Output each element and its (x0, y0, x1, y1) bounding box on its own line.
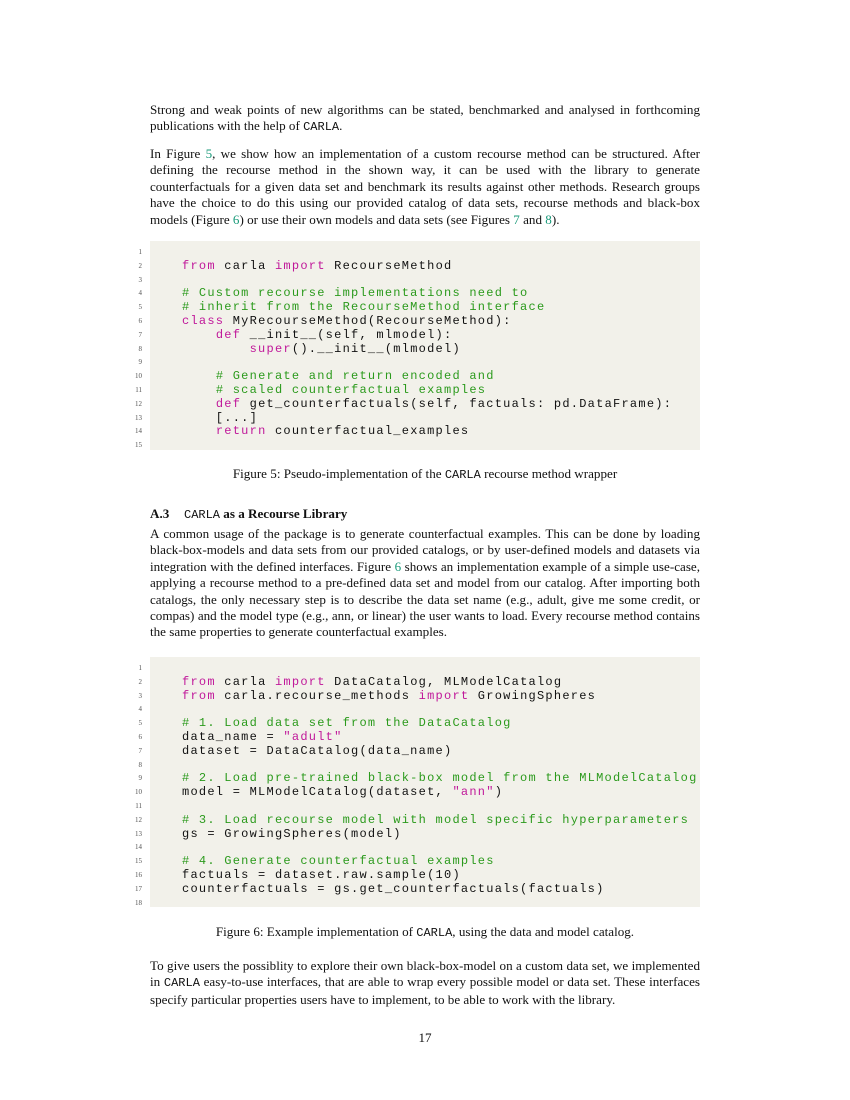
code2-line (138, 758, 700, 772)
code-text: return counterfactual_examples (215, 424, 470, 439)
code-text: # Generate and return encoded and (215, 369, 495, 384)
code2-line (135, 854, 700, 869)
line-number: 1 (138, 664, 142, 672)
line-number: 12 (135, 815, 142, 824)
section-heading: A.3 CARLA as a Recourse Library (150, 506, 348, 522)
figure-7-link[interactable]: 7 (513, 211, 520, 227)
line-number: 4 (138, 705, 142, 714)
code1-line (138, 245, 700, 259)
code-text: gs = GrowingSpheres(model) (182, 826, 402, 841)
code-text: class MyRecourseMethod(RecourseMethod): (182, 314, 512, 328)
line-number: 3 (138, 275, 142, 284)
code2-line (138, 702, 700, 716)
code1-line (135, 424, 700, 439)
code1-line (138, 327, 700, 342)
figure-5-caption: Figure 5: Pseudo-implementation of the CARLA recourse method wrapper (232, 466, 618, 482)
code2-line (135, 826, 700, 841)
paragraph-intro: Strong and weak points of new algorithms can be stated, benchmarked and analysed in forthcoming publications with the help of CARLA. (150, 102, 700, 135)
line-number: 9 (138, 774, 142, 783)
code1-line (135, 410, 700, 425)
code1-line (135, 383, 700, 397)
line-number: 7 (138, 746, 142, 755)
code2-line (135, 840, 700, 854)
line-number: 6 (138, 733, 142, 741)
code-text: from carla.recourse_methods import GrowingSpheres (182, 688, 597, 703)
code2-line (138, 716, 700, 731)
code-text: counterfactuals = gs.get_counterfactuals(factuals) (182, 881, 605, 896)
code1-line (138, 355, 700, 369)
code-listing-figure5 (135, 241, 700, 450)
line-number: 9 (138, 358, 142, 367)
line-number: 13 (135, 413, 142, 422)
code2-line (135, 868, 700, 882)
code-text: # Custom recourse implementations need to (182, 286, 529, 301)
code1-line (138, 258, 700, 273)
code1-line (138, 300, 700, 315)
code-text: from carla import DataCatalog, MLModelCatalog (182, 674, 563, 689)
line-number: 8 (138, 344, 142, 353)
line-number: 2 (138, 261, 142, 270)
line-number: 12 (135, 399, 142, 408)
line-number: 16 (135, 871, 142, 879)
code1-line (138, 314, 700, 328)
code-text: def __init__(self, mlmodel): (215, 327, 453, 342)
code-text: # scaled counterfactual examples (215, 383, 487, 397)
code2-line (138, 771, 700, 786)
code-text: # 1. Load data set from the DataCatalog (182, 716, 512, 731)
code-text: # 2. Load pre-trained black-box model from the MLModelCatalog (182, 771, 698, 786)
line-number: 3 (138, 691, 142, 700)
code2-line (135, 896, 700, 910)
line-number: 1 (138, 248, 142, 256)
code1-line (138, 341, 700, 356)
line-number: 7 (138, 330, 142, 339)
code1-line (135, 438, 700, 452)
line-number: 5 (138, 303, 142, 312)
line-number: 13 (135, 829, 142, 838)
line-number: 6 (138, 317, 142, 325)
code-text: [...] (182, 410, 259, 425)
code1-line (135, 396, 700, 411)
code2-line (135, 812, 700, 827)
line-number: 17 (135, 884, 142, 893)
line-number: 14 (135, 843, 142, 852)
line-number: 11 (135, 386, 142, 394)
line-number: 2 (138, 677, 142, 686)
figure-5-link[interactable]: 5 (205, 146, 213, 161)
line-number: 10 (135, 372, 142, 381)
figure-6-link[interactable]: 6 (232, 211, 240, 227)
code1-line (138, 273, 700, 287)
code-text: super().__init__(mlmodel) (249, 341, 461, 356)
line-number: 14 (135, 427, 142, 436)
line-number: 15 (135, 441, 142, 450)
code-text: model = MLModelCatalog(dataset, "ann") (182, 785, 504, 800)
code2-line (135, 799, 700, 813)
code1-line (135, 369, 700, 384)
code2-line (138, 730, 700, 744)
code-text: data_name = "adult" (182, 730, 343, 744)
code-text: # 3. Load recourse model with model specific hyperparameters (182, 812, 690, 827)
figure-8-link[interactable]: 8 (545, 211, 552, 227)
code-text: # inherit from the RecourseMethod interface (182, 300, 546, 315)
code-text: dataset = DataCatalog(data_name) (182, 743, 453, 758)
code-text: from carla import RecourseMethod (182, 258, 453, 273)
page-number: 17 (418, 1030, 432, 1045)
paragraph-figure5-description: In Figure 5, we show how an implementation of a custom recourse method can be structured. After defining the recourse method in the shown way, it can be used with the library to generate counterfactuals for a given data set and benchmark its results against other methods. Research groups have the choice to do this using our provided catalog of data sets, recourse methods and black-box models (Figure 6) or use their own models and data sets (see Figures 7 and 8). (150, 146, 701, 227)
code2-line (138, 743, 700, 758)
line-number: 18 (135, 898, 142, 907)
line-number: 4 (138, 289, 142, 298)
figure-6-link[interactable]: 6 (394, 558, 402, 574)
code2-line (135, 785, 700, 800)
code2-line (138, 661, 700, 675)
code2-line (138, 674, 700, 689)
line-number: 5 (138, 719, 142, 728)
code-listing-figure6 (135, 657, 700, 907)
code-text: def get_counterfactuals(self, factuals: pd.DataFrame): (215, 396, 673, 411)
line-number: 15 (135, 857, 142, 866)
code-text: # 4. Generate counterfactual examples (182, 854, 495, 869)
figure-6-caption: Figure 6: Example implementation of CARLA, using the data and model catalog. (215, 924, 635, 940)
line-number: 10 (135, 788, 142, 797)
code1-line (138, 286, 700, 301)
code-text: factuals = dataset.raw.sample(10) (182, 868, 461, 882)
line-number: 8 (138, 760, 142, 769)
code2-line (138, 688, 700, 703)
paragraph-interfaces: To give users the possiblity to explore their own black-box-model on a custom data set, we implemented in CARLA easy-to-use interfaces, that are able to wrap every possible model or data set. These interfaces specify particular properties users have to implement, to be able to work with the library. (150, 958, 701, 1007)
line-number: 11 (135, 802, 142, 810)
code2-line (135, 881, 700, 896)
paragraph-usage: A common usage of the package is to generate counterfactual examples. This can be done by loading black-box-models and data sets from our provided catalogs, or by user-defined models and datasets via integration with the defined interfaces. Figure 6 shows an implementation example of a simple use-case, applying a recourse method to a pre-defined data set and model from our catalog. After importing both catalogs, the only necessary step is to describe the data set name (e.g., adult, give me some credit, or compas) and the model type (e.g., ann, or linear) the user wants to load. Every recourse method contains the same properties to generate counterfactual examples. (150, 526, 700, 640)
